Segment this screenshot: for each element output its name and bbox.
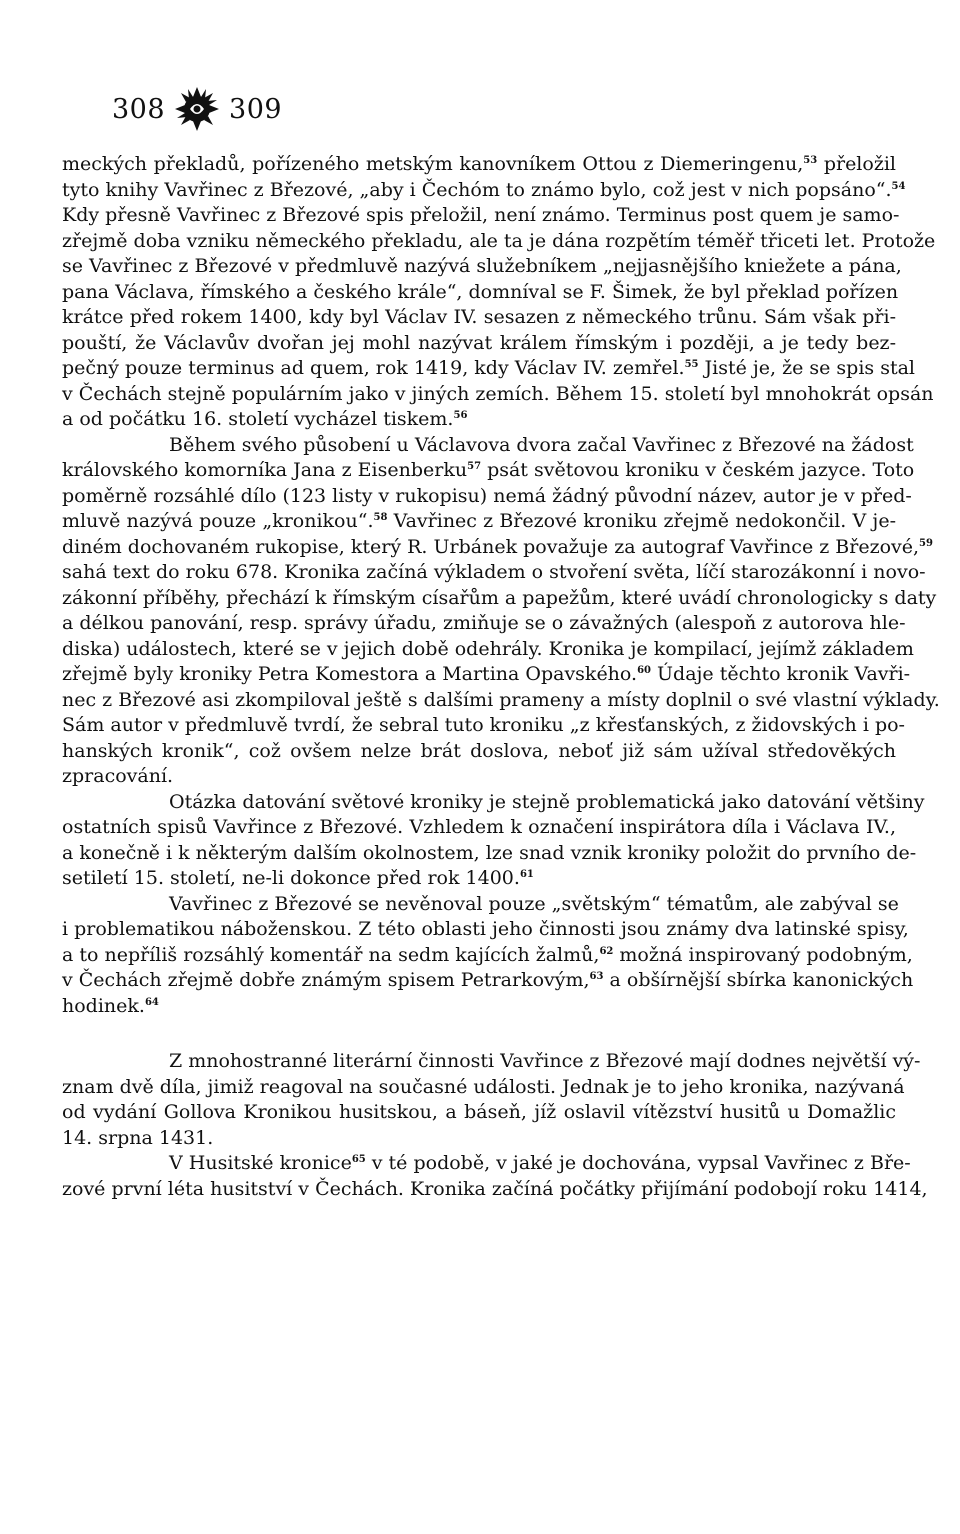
text-line [62,254,902,280]
line-text: zové první léta husitství v Čechách. Kronika začíná počátky přijímání podobojí roku 1414, [62,1177,928,1200]
line-text: v Čechách zřejmě dobře známým spisem Petrarkovým, [62,969,590,991]
text-line [62,713,905,739]
line-text: pečný pouze terminus ad quem, rok 1419, kdy Václav IV. zemřel. [62,357,685,379]
text-line [62,943,913,969]
line-text-continued: Vavřinec z Březové kroniku zřejmě nedokončil. V je- [387,510,896,532]
line-text: i problematikou náboženskou. Z této oblasti jeho činnosti jsou známy dva latinské spisy, [62,918,909,940]
line-text: ostatních spisů Vavřince z Březové. Vzhledem k označení inspirátora díla i Václava IV., [62,816,896,838]
text-line [62,892,899,918]
page-header [112,84,282,134]
text-line [62,968,914,994]
line-text: Sám autor v předmluvě tvrdí, že sebral tuto kroniku „z křesťanských, z židovských i po- [62,714,905,736]
text-line [62,535,933,561]
text-line [62,739,896,765]
text-line [62,688,940,714]
text-line [62,1177,928,1203]
line-text: a délkou panování, resp. správy úřadu, zmiňuje se o závažných (alespoň z autorova hle- [62,612,906,634]
line-text: Vavřinec z Březové se nevěnoval pouze „světským“ tématům, ale zabýval se [169,892,899,915]
text-line [62,305,896,331]
text-line [62,509,896,535]
footnote-ref: 63 [589,971,604,982]
text-line [62,586,937,612]
text-line [62,560,926,586]
line-text-continued: Jisté je, že se spis stal [698,357,915,379]
text-line [62,994,896,1020]
text-line [62,382,934,408]
line-text: diném dochovaném rukopise, který R. Urbánek považuje za autograf Vavřince z Březové, [62,535,920,558]
line-text: krátce před rokem 1400, kdy byl Václav IV. sesazen z německého trůnu. Sám však při- [62,306,896,328]
text-line [62,1075,905,1101]
footnote-ref: 56 [453,410,468,421]
text-line [62,458,915,484]
text-line [62,764,896,790]
text-line [62,203,900,229]
footnote-ref: 58 [373,512,388,523]
line-text: Otázka datování světové kroniky je stejně problematická jako datování většiny [169,790,925,813]
text-line [62,790,925,816]
line-text: V Husitské kronice [169,1152,352,1174]
text-line [62,407,896,433]
footnote-ref: 53 [803,155,818,166]
line-text: hodinek. [62,994,145,1017]
line-text: a konečně i k některým dalším okolnostem, lze snad vznik kroniky položit do prvního de- [62,841,917,864]
text-line [62,280,899,306]
line-text-continued: psát světovou kroniku v českém jazyce. Toto [481,459,915,481]
footnote-ref: 60 [637,665,651,676]
text-line [62,152,896,178]
text-line [62,178,906,204]
page-number-right: 309 [229,93,283,125]
text-line [62,433,914,459]
text-line [62,1126,896,1152]
line-text: zpracování. [62,765,174,787]
footnote-ref: 62 [599,945,614,957]
line-text: a to nepříliš rozsáhlý komentář na sedm kajících žalmů, [62,943,600,966]
page-number-left: 308 [112,93,166,125]
text-line [62,815,896,841]
text-line [62,637,914,663]
footnote-ref: 54 [891,180,906,192]
line-text: od vydání Gollova Kronikou husitskou, a báseň, jíž oslavil vítězství husitů u Domažlic [62,1101,896,1123]
section-gap [62,1019,896,1049]
body-text [62,152,940,1202]
line-text: diska) událostech, které se v jejich době odehrály. Kronika je kompilací, jejímž základem [62,637,914,660]
line-text: znam dvě díla, jimiž reagoval na současné události. Jednak je to jeho kronika, nazývaná [62,1075,905,1098]
line-text: Z mnohostranné literární činnosti Vavřince z Březové mají dodnes největší vý- [169,1050,921,1072]
line-text: se Vavřinec z Březové v předmluvě nazývá služebníkem „nejjasnějšího kniežete a pána, [62,255,902,277]
text-line [62,229,936,255]
line-text: královského komorníka Jana z Eisenberku [62,459,468,481]
line-text: v Čechách stejně populárním jako v jiných zemích. Během 15. století byl mnohokrát opsán [62,382,934,405]
line-text: setiletí 15. století, ne-li dokonce před rok 1400. [62,867,520,889]
line-text: Kdy přesně Vavřinec z Březové spis přeložil, není známo. Terminus post quem je samo- [62,204,900,226]
line-text-continued: Údaje těchto kronik Vavři- [651,663,911,685]
text-line [62,1049,921,1075]
line-text: zákonní příběhy, přechází k římským císařům a papežům, které uvádí chronologicky s daty [62,586,937,609]
line-text: mluvě nazývá pouze „kronikou“. [62,510,374,532]
line-text-continued: a obšírnější sbírka kanonických [603,969,914,991]
line-text: zřejmě byly kroniky Petra Komestora a Martina Opavského. [62,663,638,685]
text-line [62,1100,896,1126]
line-text-continued: přeložil [817,153,896,175]
line-text: pana Václava, římského a českého krále“, domníval se F. Šimek, že byl překlad pořízen [62,280,899,303]
footnote-ref: 64 [144,996,159,1008]
text-line [62,331,896,357]
text-line [62,484,912,510]
ornament-icon [173,85,221,133]
line-text: a od počátku 16. století vycházel tiskem. [62,408,454,430]
line-text-continued: v té podobě, v jaké je dochována, vypsal Vavřinec z Bře- [365,1152,911,1174]
text-line [62,611,906,637]
footnote-ref: 57 [467,461,482,472]
text-line [62,841,917,867]
footnote-ref: 59 [919,537,933,549]
line-text: sahá text do roku 678. Kronika začíná výkladem o stvoření světa, líčí starozákonní i novo- [62,561,926,583]
line-text: pouští, že Václavův dvořan jej mohl nazývat králem římským i později, a je tedy bez- [62,331,896,354]
footnote-ref: 55 [684,359,699,370]
line-text: Během svého působení u Václavova dvora začal Vavřinec z Březové na žádost [169,433,914,456]
text-line [62,356,915,382]
line-text: nec z Březové asi zkompiloval ještě s dalšími prameny a místy doplnil o své vlastní výklady. [62,688,940,711]
text-line [62,662,911,688]
line-text: tyto knihy Vavřinec z Březové, „aby i Čechóm to známo bylo, což jest v nich popsáno“. [62,178,892,201]
line-text: poměrně rozsáhlé dílo (123 listy v rukopisu) nemá žádný původní název, autor je v před- [62,484,912,507]
text-line [62,866,896,892]
footnote-ref: 65 [351,1154,366,1165]
line-text-continued: možná inspirovaný podobným, [613,943,913,966]
line-text: meckých překladů, pořízeného metským kanovníkem Ottou z Diemeringenu, [62,153,804,175]
line-text: 14. srpna 1431. [62,1126,214,1149]
text-line [62,917,909,943]
line-text: hanských kronik“, což ovšem nelze brát doslova, neboť již sám užíval středověkých [62,739,896,762]
line-text: zřejmě doba vzniku německého překladu, ale ta je dána rozpětím téměř třiceti let. Protože [62,229,936,252]
text-line [62,1151,911,1177]
footnote-ref: 61 [519,869,534,880]
